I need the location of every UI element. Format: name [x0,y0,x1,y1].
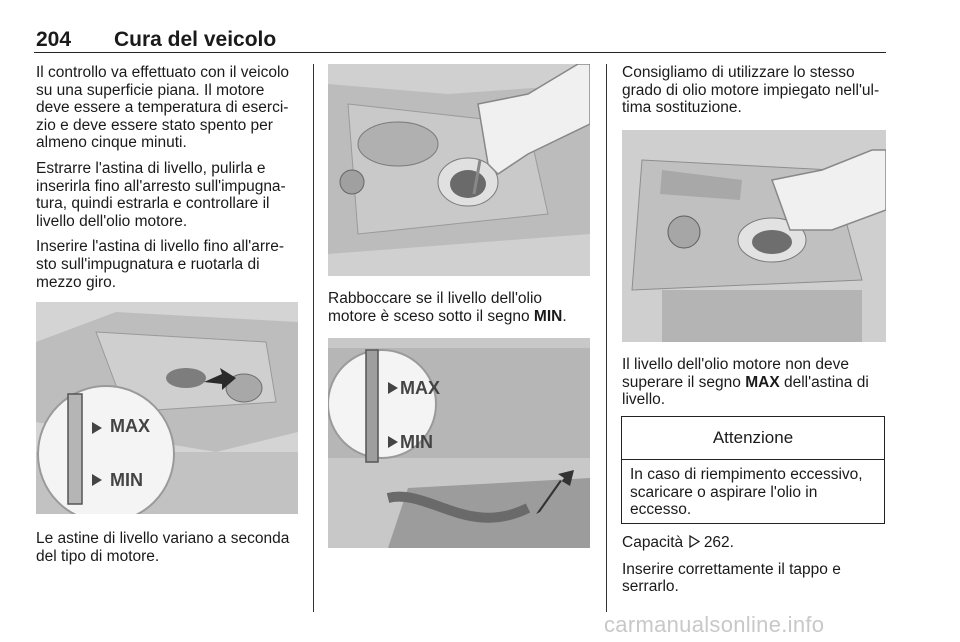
warning-body: In caso di riempimento eccessivo, scaricare o aspirare l'olio in eccesso. [630,466,863,519]
figure-dipstick-engine [36,302,298,514]
figure-label-min-2: MIN [400,432,433,452]
min-mark-label: MIN [533,307,563,325]
capacity-label: Capacità [622,534,684,551]
figure-label-max-2: MAX [400,378,440,398]
column-divider-1 [313,64,314,612]
page-number: 204 [36,28,72,51]
paragraph-max-level: Il livello dell'olio motore non deve superare il segno MAX dell'astina di livello. [622,356,869,409]
figure-label-max: MAX [110,416,150,436]
column-left [36,64,298,299]
paragraph-tighten-cap: Inserire correttamente il tappo e serrarlo. [622,560,841,596]
section-title: Cura del veicolo [114,28,277,51]
figure-caption: Le astine di livello variano a seconda del tipo di motore. [36,530,290,565]
paragraph-insert-dipstick: Inserire l'astina di livello fino all'arre-sto sull'impugnatura e ruotarla di mezzo giro. [36,238,284,291]
warning-box [621,416,885,524]
figure-label-min: MIN [110,470,143,490]
figure-dipstick-marks [328,338,590,548]
paragraph-check-conditions: Il controllo va effettuato con il veicolo su una superficie piana. Il motore deve essere a temperatura di eserci-zio e deve essere stato spento per almeno cinque minuti. [36,64,290,152]
paragraph-extract-dipstick: Estrarre l'astina di livello, pulirla e inserirla fino all'arresto sull'impugna-tura, quindi estrarla e controllare il livello dell'olio motore. [36,159,286,230]
figure-oil-refill-bottle [328,64,590,276]
page-reference-triangle-icon [688,535,700,553]
column-divider-2 [606,64,607,612]
figure-oil-fill-cap [622,130,886,342]
paragraph-same-oil-grade: Consigliamo di utilizzare lo stesso grado di olio motore impiegato nell'ul-tima sostituzione. [622,64,880,117]
paragraph-capacity-and-cap [622,534,886,604]
warning-title: Attenzione [622,417,884,460]
capacity-page-link[interactable]: 262. [703,534,734,551]
page-header [34,26,886,53]
paragraph-refill-oil: Rabboccare se il livello dell'olio motore è sceso sotto il segno MIN. [328,290,567,325]
footer-watermark: carmanualsonline.info [604,612,825,637]
max-mark-label: MAX [745,373,780,391]
